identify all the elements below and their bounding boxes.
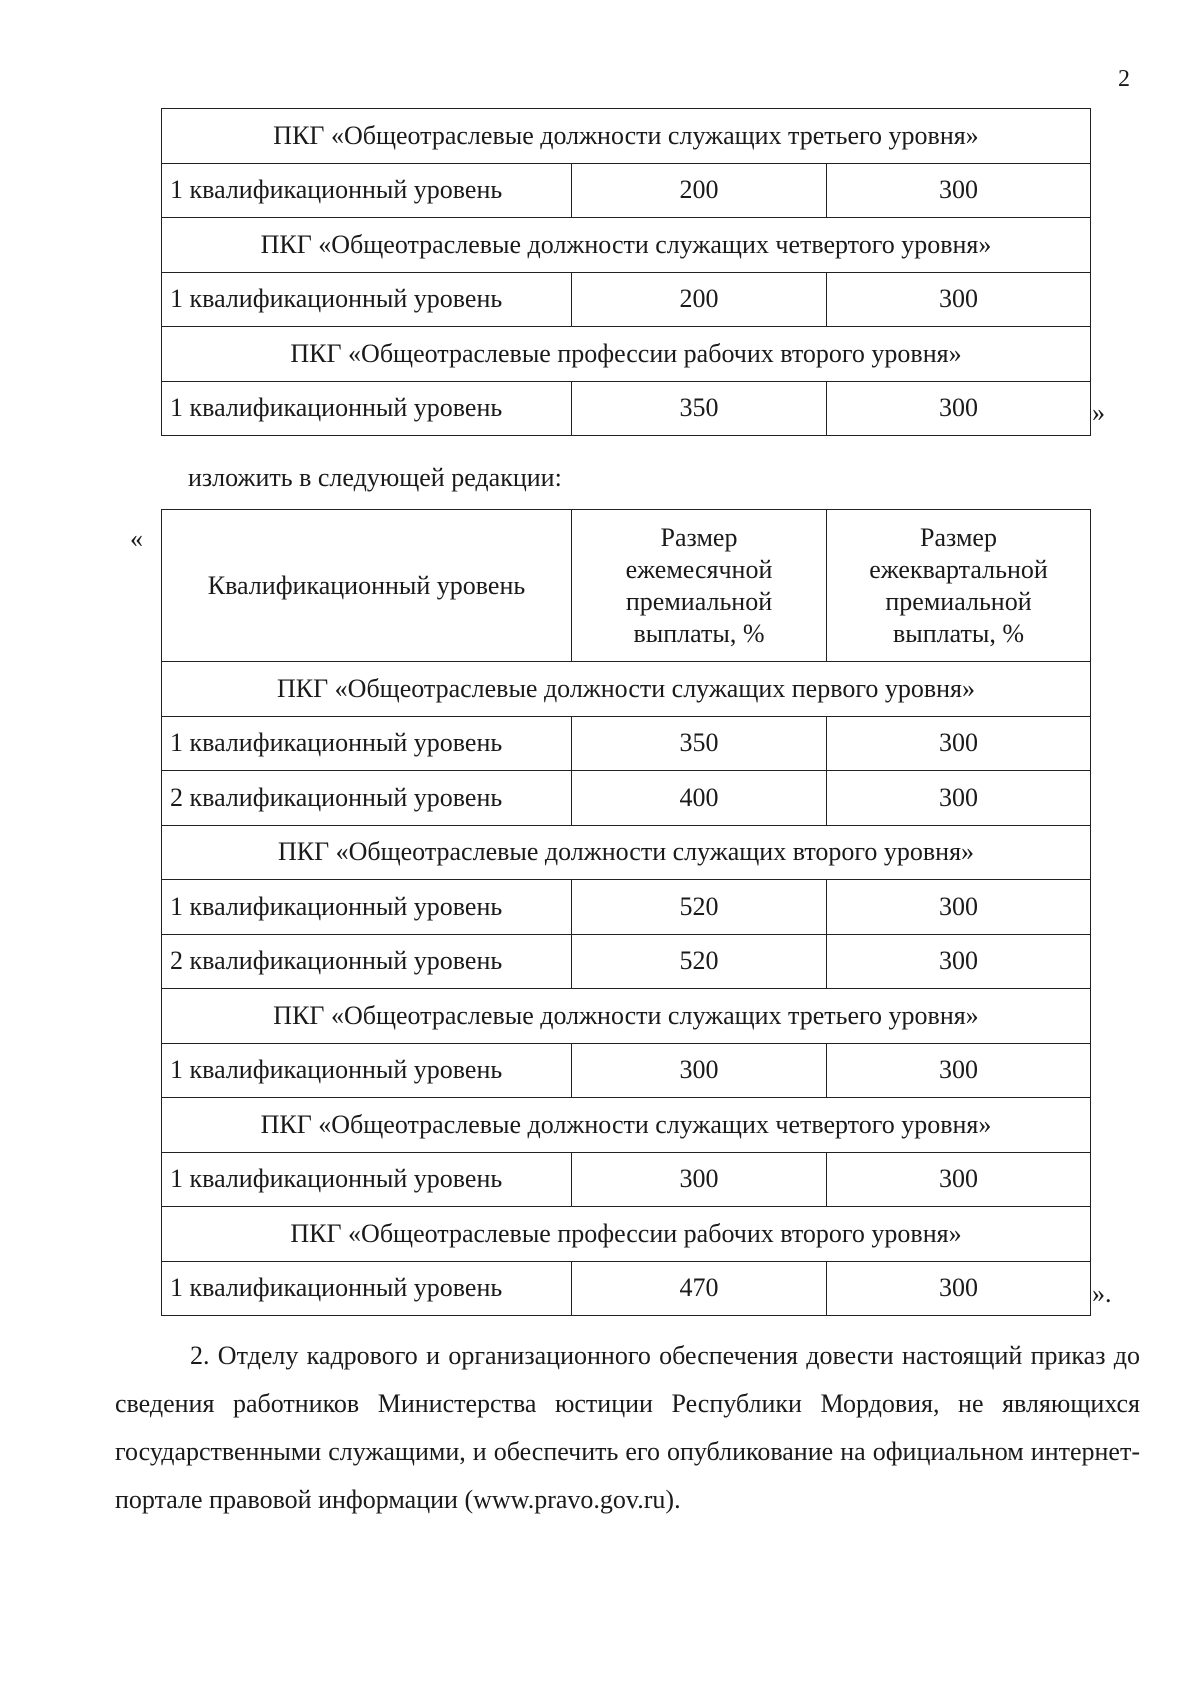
quarterly-value: 300 [827,880,1091,935]
table-premium-old [161,108,1091,436]
level-name: 1 квалификационный уровень [162,163,572,218]
level-name: 1 квалификационный уровень [162,381,572,436]
table-2-header [162,510,1091,662]
level-row [162,381,1091,436]
quarterly-value: 300 [827,716,1091,771]
group-row [162,662,1091,717]
level-name: 1 квалификационный уровень [162,716,572,771]
group-label: ПКГ «Общеотраслевые должности служащих третьего уровня» [162,109,1091,164]
group-label: ПКГ «Общеотраслевые профессии рабочих второго уровня» [162,327,1091,382]
group-row [162,989,1091,1044]
level-row [162,934,1091,989]
monthly-value: 300 [572,1152,827,1207]
monthly-value: 200 [572,163,827,218]
quarterly-value: 300 [827,1043,1091,1098]
group-label: ПКГ «Общеотраслевые должности служащих первого уровня» [162,662,1091,717]
level-row [162,1261,1091,1316]
level-row [162,880,1091,935]
intro-text: изложить в следующей редакции: [188,463,562,492]
group-label: ПКГ «Общеотраслевые профессии рабочих второго уровня» [162,1207,1091,1262]
header-monthly-line: премиальной [625,586,773,616]
monthly-value: 520 [572,880,827,935]
monthly-value: 400 [572,771,827,826]
quarterly-value: 300 [827,381,1091,436]
header-qualification-level: Квалификационный уровень [162,510,572,662]
level-row [162,716,1091,771]
monthly-value: 350 [572,381,827,436]
header-monthly-line: ежемесячной [625,554,773,584]
closing-quote-1: » [1092,398,1105,427]
level-name: 1 квалификационный уровень [162,1261,572,1316]
level-row [162,272,1091,327]
table-1-body [162,109,1091,436]
level-name: 1 квалификационный уровень [162,880,572,935]
quarterly-value: 300 [827,1152,1091,1207]
level-row [162,163,1091,218]
quarterly-value: 300 [827,771,1091,826]
header-quarterly-premium [827,510,1091,662]
monthly-value: 300 [572,1043,827,1098]
level-name: 1 квалификационный уровень [162,1152,572,1207]
header-quarterly-line: премиальной [885,586,1032,616]
table-2-body [162,662,1091,1316]
page-number: 2 [1118,66,1130,92]
group-row [162,218,1091,273]
group-label: ПКГ «Общеотраслевые должности служащих третьего уровня» [162,989,1091,1044]
instruction-paragraph: 2. Отделу кадрового и организационного обеспечения довести настоящий приказ до сведения работников Министерства юстиции Республики Мордовия, не являющихся государственными служащими, и обеспечить его опубликование на официальном интернет-портале правовой информации (www.pravo.gov.ru). [115,1341,1140,1514]
level-row [162,771,1091,826]
quarterly-value: 300 [827,163,1091,218]
group-label: ПКГ «Общеотраслевые должности служащих четвертого уровня» [162,1098,1091,1153]
group-row [162,327,1091,382]
group-label: ПКГ «Общеотраслевые должности служащих четвертого уровня» [162,218,1091,273]
header-quarterly-line: ежеквартальной [869,554,1048,584]
level-name: 1 квалификационный уровень [162,1043,572,1098]
group-label: ПКГ «Общеотраслевые должности служащих второго уровня» [162,825,1091,880]
group-row [162,825,1091,880]
header-quarterly-line: выплаты, % [893,618,1024,648]
monthly-value: 350 [572,716,827,771]
closing-quote-2: ». [1092,1279,1112,1308]
level-row [162,1152,1091,1207]
level-name: 2 квалификационный уровень [162,934,572,989]
quarterly-value: 300 [827,1261,1091,1316]
header-quarterly-line: Размер [920,522,997,552]
monthly-value: 470 [572,1261,827,1316]
monthly-value: 200 [572,272,827,327]
level-name: 1 квалификационный уровень [162,272,572,327]
table-premium-new [161,509,1091,1316]
quarterly-value: 300 [827,934,1091,989]
monthly-value: 520 [572,934,827,989]
header-monthly-premium [572,510,827,662]
quarterly-value: 300 [827,272,1091,327]
header-monthly-line: выплаты, % [633,618,765,648]
level-row [162,1043,1091,1098]
group-row [162,1207,1091,1262]
level-name: 2 квалификационный уровень [162,771,572,826]
header-monthly-line: Размер [660,522,738,552]
group-row [162,109,1091,164]
opening-quote-2: « [130,524,143,553]
group-row [162,1098,1091,1153]
